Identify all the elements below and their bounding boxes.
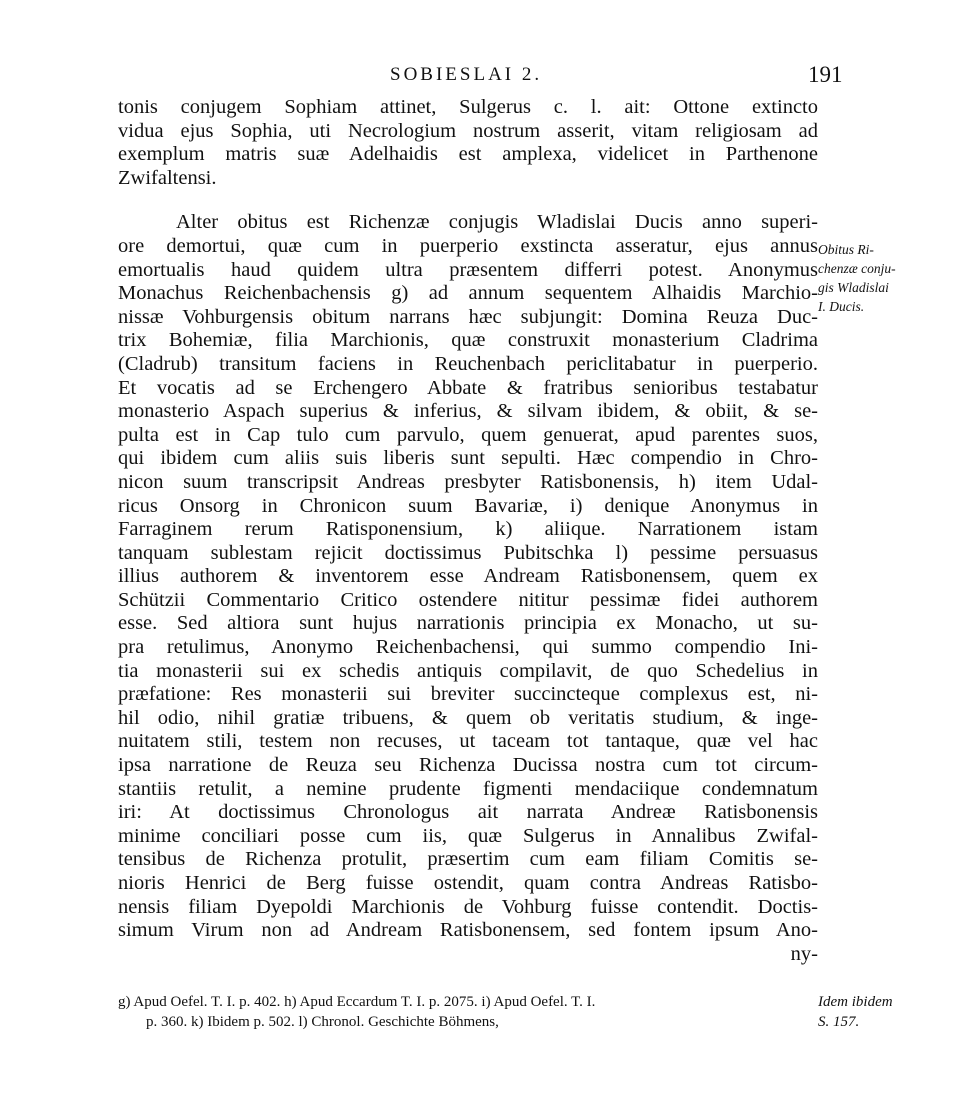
text-line: nissæ Vohburgensis obitum narrans hæc subjungit: Domina Reuza Duc- xyxy=(118,305,818,328)
text-line: nioris Henrici de Berg fuisse ostendit, quam contra Andreas Ratisbo- xyxy=(118,872,818,894)
margin-footnote xyxy=(818,992,928,1032)
footnote-line: g) Apud Oefel. T. I. p. 402. h) Apud Eccardum T. I. p. 2075. i) Apud Oefel. T. I. xyxy=(118,994,596,1010)
catchword: ny- xyxy=(790,942,818,965)
text-line: tia monasterii sui ex schedis antiquis compilavit, de quo Schedelius in xyxy=(118,659,818,682)
text-line: monasterio Aspach superius & inferius, & silvam ibidem, & obiit, & se- xyxy=(118,400,818,423)
text-line: ore demortui, quæ cum in puerperio exstincta asseratur, ejus annus xyxy=(118,234,818,257)
text-line: iri: At doctissimus Chronologus ait narrata Andreæ Ratisbonensis xyxy=(118,801,818,824)
text-line: hil odio, nihil gratiæ tribuens, & quem ob veritatis studium, & inge- xyxy=(118,706,818,729)
text-line: qui ibidem cum aliis suis liberis sunt sepulti. Hæc compendio in Chro- xyxy=(118,447,818,470)
margin-footnote-line: Idem ibidem xyxy=(818,994,893,1010)
margin-footnote-line: S. 157. xyxy=(818,1014,860,1030)
text-line: Zwifaltensi. xyxy=(118,166,217,189)
margin-note-line: gis Wladislai xyxy=(818,280,889,295)
page-number: 191 xyxy=(808,62,843,87)
text-line: præfatione: Res monasterii sui breviter succincteque complexus est, ni- xyxy=(118,683,818,706)
footnote-line: p. 360. k) Ibidem p. 502. l) Chronol. Geschichte Böhmens, xyxy=(146,1014,499,1030)
margin-note-line: I. Ducis. xyxy=(818,299,865,314)
text-line: illius authorem & inventorem esse Andream Ratisbonensem, quem ex xyxy=(118,565,818,588)
running-title: SOBIESLAI 2. xyxy=(390,64,543,85)
text-line: Alter obitus est Richenzæ conjugis Wladislai Ducis anno superi- xyxy=(176,211,818,234)
text-line: stantiis retulit, a nemine prudente figmenti mendaciique condemnatum xyxy=(118,777,818,800)
text-line: emortualis haud quidem ultra præsentem differri potest. Anonymus xyxy=(118,258,818,281)
text-line: simum Virum non ad Andream Ratisbonensem, sed fontem ipsum Ano- xyxy=(118,919,818,942)
text-line: exemplum matris suæ Adelhaidis est amplexa, videlicet in Parthenone xyxy=(118,143,818,166)
text-line: Schützii Commentario Critico ostendere nititur pessimæ fidei authorem xyxy=(118,588,818,611)
text-line: pra retulimus, Anonymo Reichenbachensi, qui summo compendio Ini- xyxy=(118,636,818,659)
margin-note-line: chenzæ conju- xyxy=(818,261,896,276)
margin-note-line: Obitus Ri- xyxy=(818,242,874,257)
text-line: nuitatem stili, testem non recuses, ut taceam tot tantaque, quæ vel hac xyxy=(118,730,818,753)
text-line: minime conciliari posse cum iis, quæ Sulgerus in Annalibus Zwifal- xyxy=(118,824,818,847)
main-text xyxy=(118,96,818,966)
text-line: pulta est in Cap tulo cum parvulo, quem genuerat, apud parentes suos, xyxy=(118,423,818,446)
text-line: Monachus Reichenbachensis g) ad annum sequentem Alhaidis Marchio- xyxy=(118,282,818,305)
text-line: Farraginem rerum Ratisponensium, k) aliique. Narrationem istam xyxy=(118,518,818,541)
text-line: nicon suum transcripsit Andreas presbyter Ratisbonensis, h) item Udal- xyxy=(118,470,818,493)
text-line: tanquam sublestam rejicit doctissimus Pubitschka l) pessime persuasus xyxy=(118,541,818,564)
text-line: esse. Sed altiora sunt hujus narrationis principia ex Monacho, ut su- xyxy=(118,612,818,635)
paragraph-gap xyxy=(118,190,818,211)
text-line: nensis filiam Dyepoldi Marchionis de Vohburg fuisse contendit. Doctis- xyxy=(118,895,818,918)
text-line: trix Bohemiæ, filia Marchionis, quæ construxit monasterium Cladrima xyxy=(118,329,818,352)
text-line: ricus Onsorg in Chronicon suum Bavariæ, i) denique Anonymus in xyxy=(118,494,818,517)
text-line: ipsa narratione de Reuza seu Richenza Ducissa nostra cum tot circum- xyxy=(118,754,818,777)
text-line: vidua ejus Sophia, uti Necrologium nostrum asserit, vitam religiosam ad xyxy=(118,119,818,142)
text-line: (Cladrub) transitum faciens in Reuchenbach periclitabatur in puerperio. xyxy=(118,352,818,375)
text-line: Et vocatis ad se Erchengero Abbate & fratribus senioribus testabatur xyxy=(118,376,818,399)
margin-note xyxy=(818,240,928,316)
text-line: tensibus de Richenza protulit, præsertim cum eam filiam Comitis se- xyxy=(118,848,818,871)
footnotes xyxy=(118,992,818,1032)
text-line: tonis conjugem Sophiam attinet, Sulgerus c. l. ait: Ottone extincto xyxy=(118,96,818,118)
